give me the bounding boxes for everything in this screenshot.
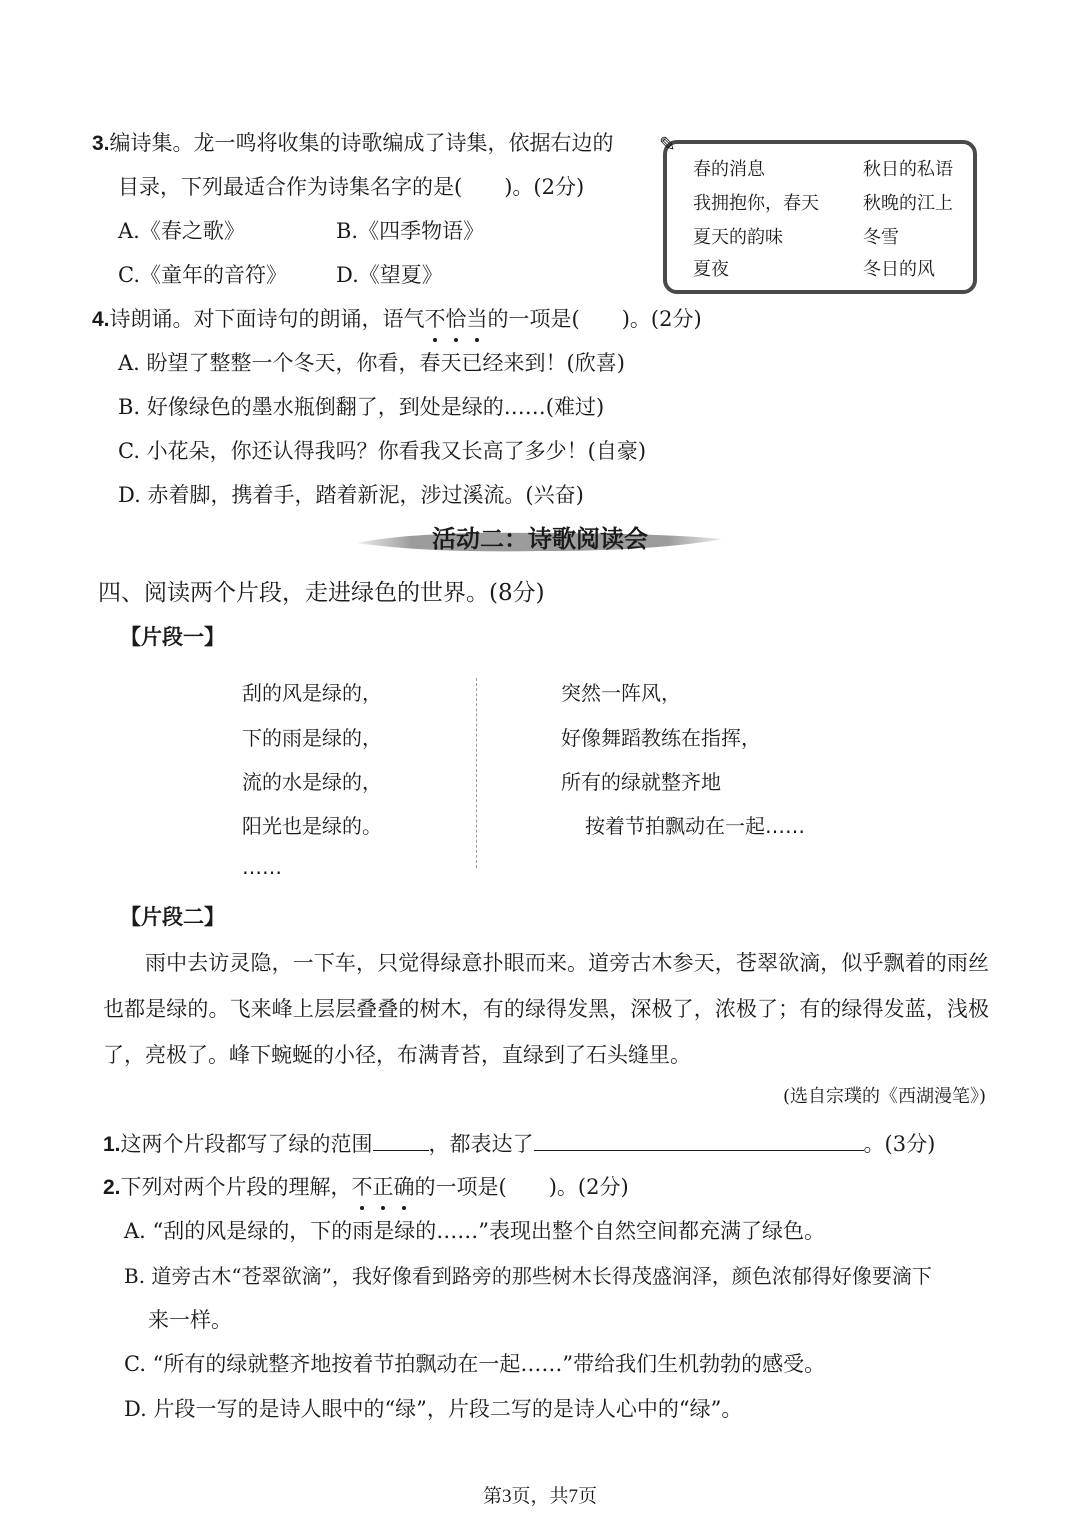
emphasis-char: 恰 — [446, 304, 467, 334]
poem-line: 所有的绿就整齐地 — [561, 770, 721, 794]
poem-line: 按着节拍飘动在一起…… — [585, 814, 805, 838]
q3-option-a: A.《春之歌》 — [118, 219, 245, 243]
q3-line1 — [92, 128, 614, 159]
q4-stem — [92, 304, 702, 335]
s4-q2-text-before: 下列对两个片段的理解， — [120, 1175, 352, 1199]
poem-line: 阳光也是绿的。 — [242, 814, 382, 838]
q4-option-c: C. 小花朵，你还认得我吗？你看我又长高了多少！(自豪) — [118, 439, 647, 463]
toc-item: 春的消息 — [693, 159, 765, 180]
poem-line: 刮的风是绿的， — [242, 681, 382, 705]
fragment1-label: 【片段一】 — [120, 625, 225, 649]
q4-option-a: A. 盼望了整整一个冬天，你看，春天已经来到！(欣喜) — [118, 351, 625, 375]
answer-blank-feeling[interactable] — [534, 1128, 864, 1151]
toc-item: 秋日的私语 — [863, 159, 953, 180]
toc-item: 夏天的韵味 — [693, 227, 783, 248]
q4-number: 4. — [92, 308, 110, 331]
toc-item: 冬雪 — [863, 227, 899, 248]
emphasis-char: 不 — [425, 304, 446, 334]
s4-q2-option-d: D. 片段一写的是诗人眼中的“绿”，片段二写的是诗人心中的“绿”。 — [124, 1397, 743, 1421]
s4-q2-option-b-line1: B. 道旁古木“苍翠欲滴”，我好像看到路旁的那些树木长得茂盛润泽，颜色浓郁得好像要滴下 — [124, 1264, 932, 1288]
toc-item: 冬日的风 — [863, 259, 935, 280]
q3-number: 3. — [92, 132, 110, 155]
fragment2-paragraph — [103, 940, 989, 1078]
answer-blank-scope[interactable] — [373, 1128, 429, 1151]
fragment2-text: 雨中去访灵隐，一下车，只觉得绿意扑眼而来。道旁古木参天，苍翠欲滴，似乎飘着的雨丝也都是绿的。飞来峰上层层叠叠的树木，有的绿得发黑，深极了，浓极了；有的绿得发蓝，浅极了，亮极了。峰下蜿蜒的小径，布满青苔，直绿到了石头缝里。 — [103, 951, 989, 1067]
s4-q1-text-b: ，都表达了 — [428, 1132, 534, 1156]
page-number: 第3页，共7页 — [482, 1486, 597, 1507]
s4-q2-option-c: C. “所有的绿就整齐地按着节拍飘动在一起……”带给我们生机勃勃的感受。 — [124, 1352, 826, 1376]
poetry-contents-box — [659, 132, 977, 294]
poem-line: 流的水是绿的， — [242, 770, 382, 794]
s4-q1 — [103, 1128, 935, 1160]
toc-item: 秋晚的江上 — [863, 193, 953, 214]
fragment2-label: 【片段二】 — [120, 905, 225, 929]
q3-option-c: C.《童年的音符》 — [118, 263, 287, 287]
pen-icon: ✎ — [659, 132, 676, 156]
q3-option-b: B.《四季物语》 — [336, 219, 485, 243]
section-heading: 四、阅读两个片段，走进绿色的世界。(8分) — [98, 580, 545, 606]
q3-line2: 目录，下列最适合作为诗集名字的是( )。(2分) — [118, 175, 585, 199]
s4-q2-number: 2. — [103, 1176, 121, 1199]
emphasis-char: 确 — [394, 1172, 415, 1202]
q3-option-d: D.《望夏》 — [336, 263, 443, 287]
activity-title: 活动二：诗歌阅读会 — [432, 525, 648, 553]
poem-line: 好像舞蹈教练在指挥， — [561, 726, 761, 750]
poem-line: …… — [242, 855, 282, 879]
q4-text-before: 诗朗诵。对下面诗句的朗诵，语气 — [109, 307, 425, 331]
toc-item: 我拥抱你，春天 — [693, 193, 819, 214]
q4-option-d: D. 赤着脚，携着手，踏着新泥，涉过溪流。(兴奋) — [118, 483, 584, 507]
s4-q1-text-c: 。(3分) — [863, 1132, 936, 1156]
s4-q1-number: 1. — [103, 1133, 121, 1156]
emphasis-char: 不 — [352, 1172, 373, 1202]
q4-text-after: 的一项是( )。(2分) — [487, 307, 702, 331]
q3-line1-text: 编诗集。龙一鸣将收集的诗歌编成了诗集，依据右边的 — [109, 131, 614, 155]
s4-q2-option-a: A. “刮的风是绿的，下的雨是绿的……”表现出整个自然空间都充满了绿色。 — [124, 1219, 825, 1243]
s4-q2-stem — [103, 1172, 629, 1203]
poem-line: 突然一阵风， — [561, 681, 681, 705]
activity-banner — [355, 521, 725, 557]
q4-option-b: B. 好像绿色的墨水瓶倒翻了，到处是绿的……(难过) — [118, 395, 605, 419]
toc-item: 夏夜 — [693, 259, 729, 280]
poem-divider — [476, 678, 477, 868]
source-citation: (选自宗璞的《西湖漫笔》) — [782, 1086, 986, 1107]
s4-q2-option-b-line2: 来一样。 — [148, 1308, 232, 1332]
emphasis-char: 当 — [467, 304, 488, 334]
s4-q2-text-after: 的一项是( )。(2分) — [414, 1175, 629, 1199]
emphasis-char: 正 — [373, 1172, 394, 1202]
poem-line: 下的雨是绿的， — [242, 726, 382, 750]
s4-q1-text-a: 这两个片段都写了绿的范围 — [120, 1132, 373, 1156]
